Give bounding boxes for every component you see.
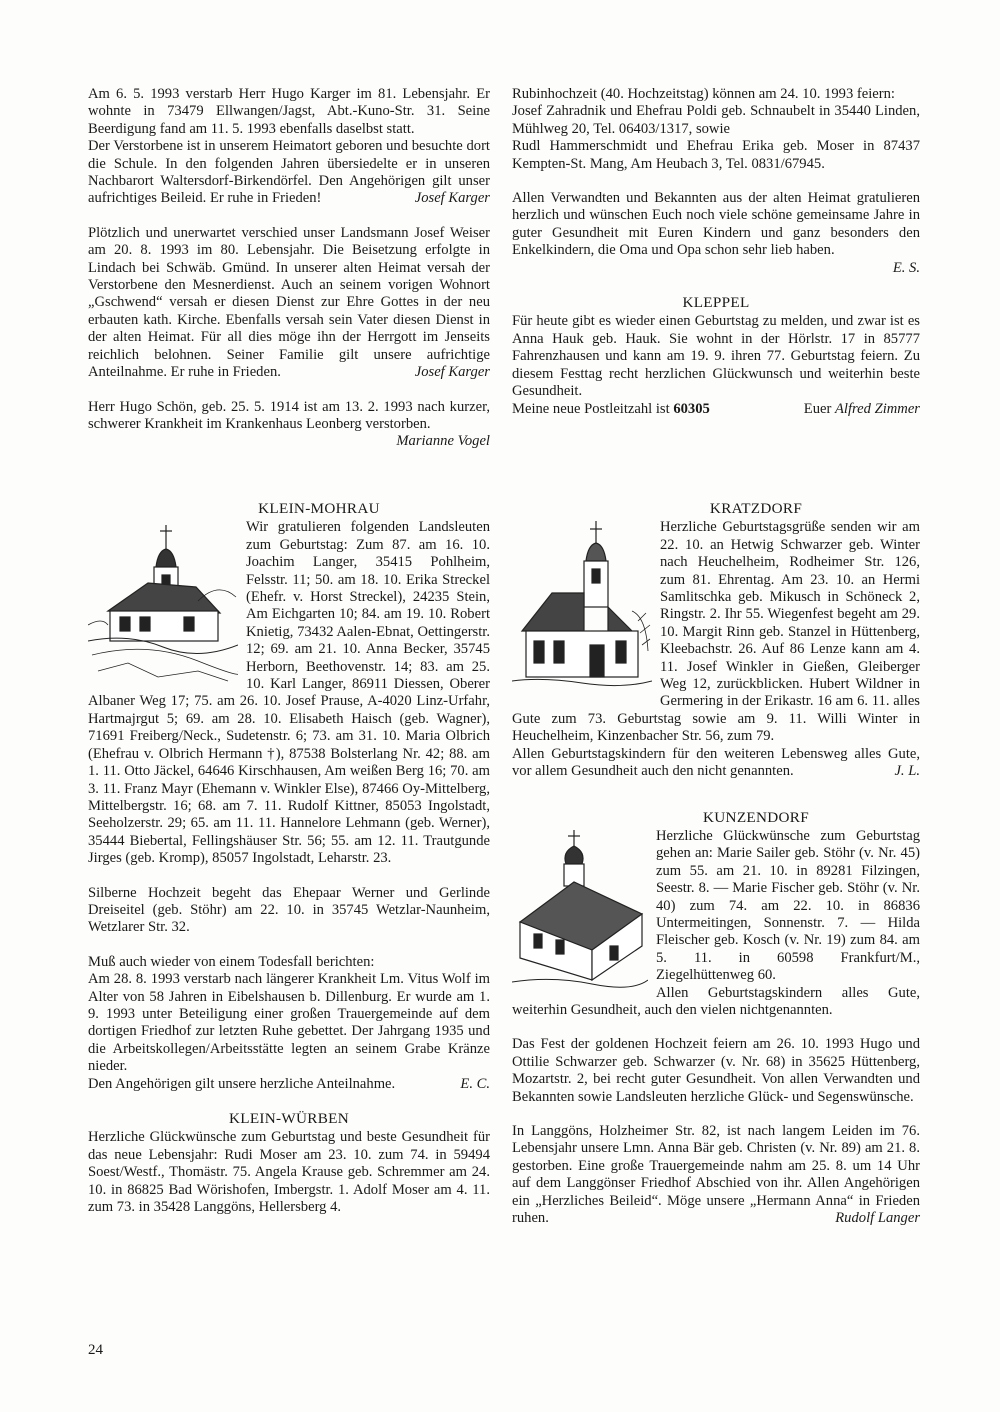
kratzdorf-church-illustration (512, 521, 652, 693)
obit-weiser-body: Plötzlich und unerwartet verschied unser Landsmann Josef Weiser am 20. 8. 1993 im 80. Lebensjahr. Die Beisetzung erfolgte in Lindach bei Schwäb. Gmünd. In unserer alten Heimat versah der Verstorbene den Mesnerdienst. Auch an seinem vorigen Wohnort „Gschwend“ versah er diesen Dienst zur Ehre Gottes in der neu erbauten kath. Kirche. Ebenfalls versah sein Vater diesen Dienst in der alten Heimat. Für all dies möge ihn der Herrgott im Jenseits reichlich belohnen. Seiner Familie gilt unsere aufrichtige Anteilnahme. Er ruhe in Frieden. (88, 224, 490, 381)
klein-mohrau-birthdays: Wir gratulieren folgenden Landsleuten zum Geburtstag: Zum 87. am 16. 10. Joachim Langer, 35415 Pohlheim, Felsstr. 11; 50. am 18. 10. Erika Streckel (Ehefr. v. Horst Streckel), 24235 Stein, Am Eichgarten 10; 84. am 19. 10. Robert Knietig, 73432 Aalen-Ebnat, Oettingerstr. 12; 69. am 21. 10. Anna Becker, 35745 Herborn, Beethovenstr. 14; 83. am 25. 10. Karl Langer, 86911 Diessen, Oberer Albaner Weg 17; 75. am 26. 10. Josef Prause, A-4020 Linz-Urfahr, Hartmajrgut 5; 69. am 28. 10. Elisabeth Haisch (geb. Wagner), 71691 Freiberg/Neck., Sudetenstr. 6; 73. am 31. 10. Maria Olbrich (Ehefrau v. Olbrich Hermann †), 87538 Bolsterlang Nr. 42; 88. am 1. 11. Otto Jäckel, 64646 Kirschhausen, Am weißen Berg 16; 70. am 3. 11. Franz Mayr (Ehemann v. Winkler Else), 87466 Oy-Mittelberg, Mittelbergstr. 16; 68. am 7. 11. Rudolf Kittner, 85053 Ingolstadt, Seeholzerstr. 29; 65. am 11. 11. Hannelore Lehmann (geb. Werner), 35444 Biebertal, Fellingshäuser Str. 56; 55. am 12. 11. Trautgunde Jirges (geb. Kromp), 85057 Ingolstadt, Leharstr. 23. (88, 519, 490, 867)
obit-schoen-signature: Marianne Vogel (396, 433, 490, 450)
kleppel-postcode-label: Meine neue Postleitzahl ist (512, 400, 670, 417)
kunzendorf-signature: Rudolf Langer (835, 1210, 920, 1227)
ruby-wedding-signature: E. S. (892, 259, 920, 276)
ruby-wedding-intro: Rubinhochzeit (40. Hochzeitstag) können am 24. 10. 1993 feiern: (512, 86, 895, 102)
heading-klein-wuerben: KLEIN-WÜRBEN (228, 1110, 349, 1127)
klein-mohrau-silver-wedding: Silberne Hochzeit begeht das Ehepaar Werner und Gerlinde Dreiseitel (geb. Stöhr) am 22. 10. in 35745 Wetzlar-Naunheim, Wetzlarer Str. 32. (88, 884, 490, 936)
heading-kratzdorf: KRATZDORF (709, 500, 803, 517)
village-church-illustration (88, 521, 238, 687)
page-number: 24 (88, 1342, 103, 1358)
obit-karger-signature: Josef Karger (414, 190, 490, 207)
kratzdorf-closing (512, 746, 920, 781)
kratzdorf-birthdays: Herzliche Geburtstagsgrüße senden wir am 22. 10. an Hetwig Schwarzer geb. Winter nach Heuchelheim, Rodheimer Str. 126, zum 81. Ehrentag. Am 23. 10. an Hermi Samlitschka geb. Mikusch in Schöneck 2, Ringstr. 2. Ihr 55. Wiegenfest begeht am 29. 10. Margit Rinn geb. Stanzel in Hüttenberg, Kleebachstr. 26. Auf 86 Lenze kann am 4. 11. Josef Winkler in Gießen, Gleiberger Weg 12, zurückblicken. Hubert Wildner in Germering in der Erikastr. 16 am 6. 11. alles Gute zum 73. Geburtstag sowie am 9. 11. Willi Winter in Heuchelheim, Kinzenbacher Str. 56, zum 79. (512, 519, 920, 745)
left-column-top (88, 86, 490, 451)
klein-wuerben-text: Herzliche Glückwünsche zum Geburtstag und beste Gesundheit für das neue Lebensjahr: Rudi Moser am 23. 10. zum 74. in 59494 Soest/Westf., Thomästr. 75. Angela Krause geb. Schremmer am 24. 10. in 86825 Bad Wörishofen, Imbergstr. 1. Adolf Moser am 4. 11. zum 73. in 35428 Langgöns, Hellersberg 4. (88, 1129, 490, 1216)
ruby-wedding-couple-2: Rudl Hammerschmidt und Ehefrau Erika geb. Moser in 87437 Kempten-St. Mang, Am Heubach 3, Tel. 0831/67945. (512, 138, 920, 172)
klein-mohrau-signature: E. C. (460, 1075, 490, 1092)
kleppel-signature-prefix: Euer (803, 400, 832, 417)
klein-mohrau-death-intro: Muß auch wieder von einem Todesfall berichten: (88, 953, 375, 970)
right-column-top (512, 86, 920, 418)
kleppel-signature-line (804, 401, 920, 418)
kleppel-postcode: 60305 (673, 400, 710, 417)
condolence-text: Den Angehörigen gilt unsere herzliche Anteilnahme. (88, 1075, 396, 1092)
obit-karger-p1: Am 6. 5. 1993 verstarb Herr Hugo Karger im 81. Lebensjahr. Er wohnte in 73479 Ellwangen/Jagst, Abt.-Kuno-Str. 31. Seine Beerdigung fand am 11. 5. 1993 ebenfalls daselbst statt. (88, 86, 490, 137)
kleppel-text: Für heute gibt es wieder einen Geburtstag zu melden, und zwar ist es Anna Hauk geb. Hauk. Sie wohnt in der Hörlstr. 17 in 85777 Fahrenzhausen und kann am 19. 9. ihren 77. Geburtstag feiern. Zu diesem Festtag recht herzlichen Glückwunsch und weiterhin beste Gesundheit. (512, 313, 920, 400)
kleppel-signature: Alfred Zimmer (835, 400, 920, 417)
klein-mohrau-condolence (88, 1076, 490, 1093)
obit-schoen-text: Herr Hugo Schön, geb. 25. 5. 1914 ist am 13. 2. 1993 nach kurzer, schwerer Krankheit im Krankenhaus Leonberg verstorben. (88, 398, 490, 432)
heading-kunzendorf: KUNZENDORF (703, 808, 809, 826)
klein-mohrau-death-text: Am 28. 8. 1993 verstarb nach längerer Krankheit Lm. Vitus Wolf im Alter von 58 Jahren in Eibelshausen b. Dillenburg. Er wurde am 1. 9. 1993 unter Beteiligung einer großen Trauergemeinde auf dem dortigen Friedhof zur letzten Ruhe gebettet. Der Jahrgang 1935 und die Arbeitskollegen/Arbeitsstätte legten an seinem Grabe Kränze nieder. (88, 971, 490, 1075)
kunzendorf-golden-wedding: Das Fest der goldenen Hochzeit feiern am 26. 10. 1993 Hugo und Ottilie Schwarzer geb. Schwarzer (v. Nr. 68) in 35625 Hüttenberg, Mozartstr. 2, bei recht guter Gesundheit. Von allen Verwandten und Bekannten sowie Landsleuten herzliche Glück- und Segenswünsche. (512, 1036, 920, 1105)
heading-kleppel: KLEPPEL (682, 294, 750, 312)
heading-klein-mohrau: KLEIN-MOHRAU (258, 500, 380, 517)
kratzdorf-signature: J. L. (894, 763, 920, 780)
kunzendorf-church-illustration (512, 830, 648, 990)
kunzendorf-obit-baer (512, 1123, 920, 1227)
obit-weiser-signature: Josef Karger (414, 364, 490, 381)
obit-weiser-text (88, 225, 490, 382)
ruby-wedding-wishes: Allen Verwandten und Bekannten aus der alten Heimat gratulieren herzlich und wünschen Euch noch viele schöne gemeinsame Jahre in guter Gesundheit mit Euren Kindern und ganz besonders den Enkelkindern, die Oma und Opa schon sehr lieb haben. (512, 190, 920, 259)
kunzendorf-closing: Allen Geburtstagskindern alles Gute, weiterhin Gesundheit, auch den vielen nichtgenannten. (512, 984, 920, 1018)
obit-baer-text: In Langgöns, Holzheimer Str. 82, ist nach langem Leiden im 76. Lebensjahr unsere Lmn. Anna Bär geb. Christen (v. Nr. 89) am 21. 8. gestorben. Eine große Trauergemeinde nahm am 25. 8. um 14 Uhr auf dem Langgönser Friedhof Abschied von ihr. Allen Angehörigen ein „Herzliches Beileid“. Möge unsere „Hermann Anna“ in Frieden ruhen. (512, 1123, 920, 1227)
kratzdorf-closing-text: Allen Geburtstagskindern für den weiteren Lebensweg alles Gute, vor allem Gesundheit auch den nicht genannten. (512, 745, 920, 780)
kunzendorf-birthdays: Herzliche Glückwünsche zum Geburtstag gehen an: Marie Sailer geb. Stöhr (v. Nr. 45) zum 55. am 21. 10. in 89281 Filzingen, Seestr. 8. — Marie Fischer geb. Stöhr (v. Nr. 40) zum 74. am 22. 10. in 86836 Untermeitingen, Sonnenstr. 7. — Hilda Fleischer geb. Kosch (v. Nr. 19) zum 84. am 5. 11. in 60598 Frankfurt/M., Ziegelhüttenweg 60. (656, 827, 920, 984)
section-klein-mohrau (88, 500, 490, 1216)
section-kratzdorf (512, 500, 920, 1227)
kleppel-postcode-line (512, 401, 920, 418)
obit-karger-p2-text: Der Verstorbene ist in unserem Heimatort geboren und besuchte dort die Schule. In den folgenden Jahren übersiedelte er in unseren Nachbarort Waltersdorf-Birkendörfel. Den Angehörigen gilt unser aufrichtiges Beileid. Er ruhe in Frieden! (88, 138, 490, 207)
obit-karger-p2 (88, 138, 490, 208)
ruby-wedding-couple-1: Josef Zahradnik und Ehefrau Poldi geb. Schnaubelt in 35440 Linden, Mühlweg 20, Tel. 06403/1317, sowie (512, 103, 920, 137)
